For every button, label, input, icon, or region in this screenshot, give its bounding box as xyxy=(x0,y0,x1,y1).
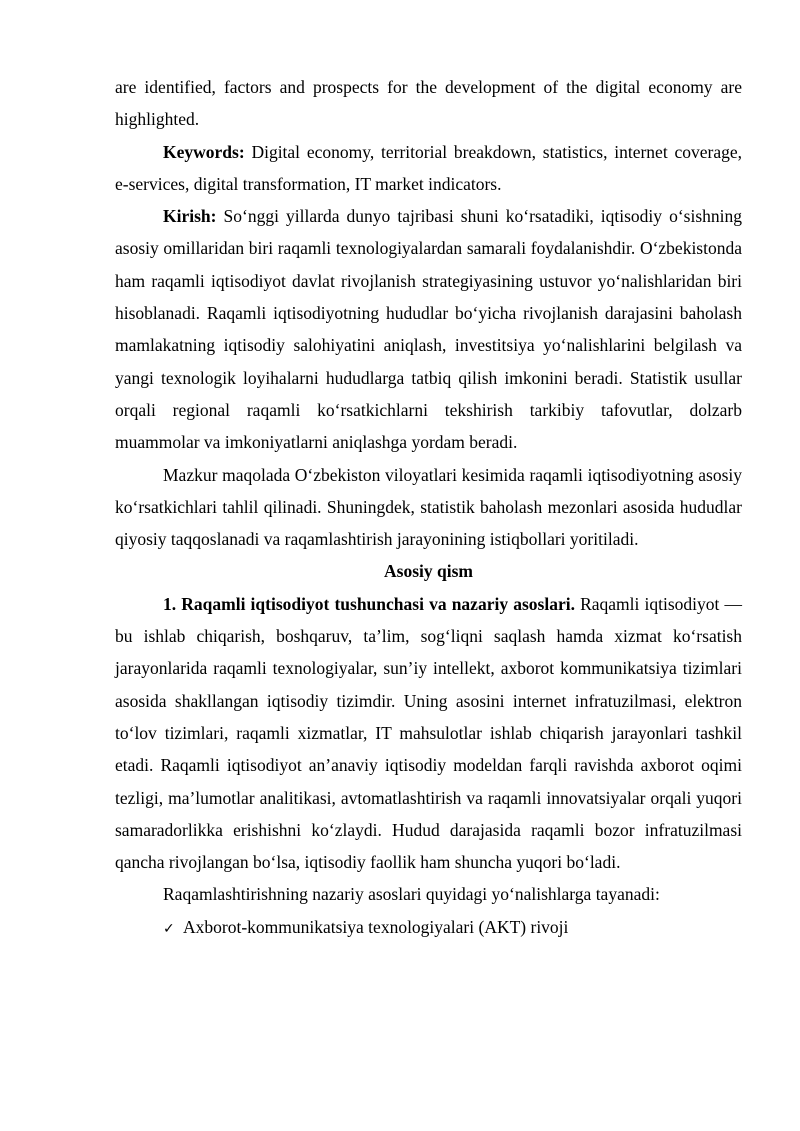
document-page xyxy=(115,71,742,945)
list-item-text: Axborot-kommunikatsiya texnologiyalari (AKT) rivoji xyxy=(183,916,569,937)
keywords-text: Digital economy, territorial breakdown, statistics, internet coverage, e-services, digital transformation, IT market indicators. xyxy=(115,141,742,194)
keywords-paragraph xyxy=(115,136,742,201)
section1-text: Raqamli iqtisodiyot — bu ishlab chiqarish, boshqaruv, ta’lim, sog‘liqni saqlash hamda xizmat ko‘rsatish jarayonlarida raqamli texnologiyalar, sun’iy intellekt, axborot kommunikatsiya tizimlari asosida shakllangan iqtisodiy tizimdir. Uning asosini internet infratuzilmasi, elektron to‘lov tizimlari, raqamli xizmatlar, IT mahsulotlar ishlab chiqarish jarayonlari tashkil etadi. Raqamli iqtisodiyot an’anaviy iqtisodiy modeldan farqli ravishda axborot oqimi tezligi, ma’lumotlar analitikasi, avtomatlashtirish va raqamli innovatsiyalar orqali yuqori samaradorlikka erishishni ko‘zlaydi. Hudud darajasida raqamli bozor infratuzilmasi qancha rivojlangan bo‘lsa, iqtisodiy faollik ham shuncha yuqori bo‘ladi. xyxy=(115,593,743,873)
keywords-label: Keywords: xyxy=(163,141,245,162)
section1-label: 1. Raqamli iqtisodiyot tushunchasi va nazariy asoslari. xyxy=(163,593,575,614)
list-item xyxy=(115,911,742,945)
section1-paragraph xyxy=(115,588,742,879)
kirish-label: Kirish: xyxy=(163,206,217,227)
section-heading: Asosiy qism xyxy=(384,561,473,582)
kirish-text: So‘nggi yillarda dunyo tajribasi shuni ko‘rsatadiki, iqtisodiy o‘sishning asosiy omillaridan biri raqamli texnologiyalardan samarali foydalanishdir. O‘zbekistonda ham raqamli iqtisodiyot davlat rivojlanish strategiyasining ustuvor yo‘nalishlaridan biri hisoblanadi. Raqamli iqtisodiyotning hududlar bo‘yicha rivojlanish darajasini baholash mamlakatning iqtisodiy salohiyatini aniqlash, investitsiya yo‘nalishlarini belgilash va yangi texnologik loyihalarni hududlarga tatbiq qilish imkonini beradi. Statistik usullar orqali regional raqamli ko‘rsatkichlarni tekshirish tarkibiy tafovutlar, dolzarb muammolar va imkoniyatlarni aniqlashga yordam beradi. xyxy=(115,206,742,453)
kirish-paragraph xyxy=(115,200,742,458)
paragraph-intro-continued: are identified, factors and prospects for the development of the digital economy are highlighted. xyxy=(115,77,742,130)
checkmark-icon: ✓ xyxy=(163,920,175,937)
theory-intro-paragraph: Raqamlashtirishning nazariy asoslari quyidagi yo‘nalishlarga tayanadi: xyxy=(163,884,660,905)
mazkur-paragraph: Mazkur maqolada O‘zbekiston viloyatlari kesimida raqamli iqtisodiyotning asosiy ko‘rsatkichlari tahlil qilinadi. Shuningdek, statistik baholash mezonlari asosida hududlar qiyosiy taqqoslanadi va raqamlashtirish jarayonining istiqbollari yoritiladi. xyxy=(115,464,742,550)
